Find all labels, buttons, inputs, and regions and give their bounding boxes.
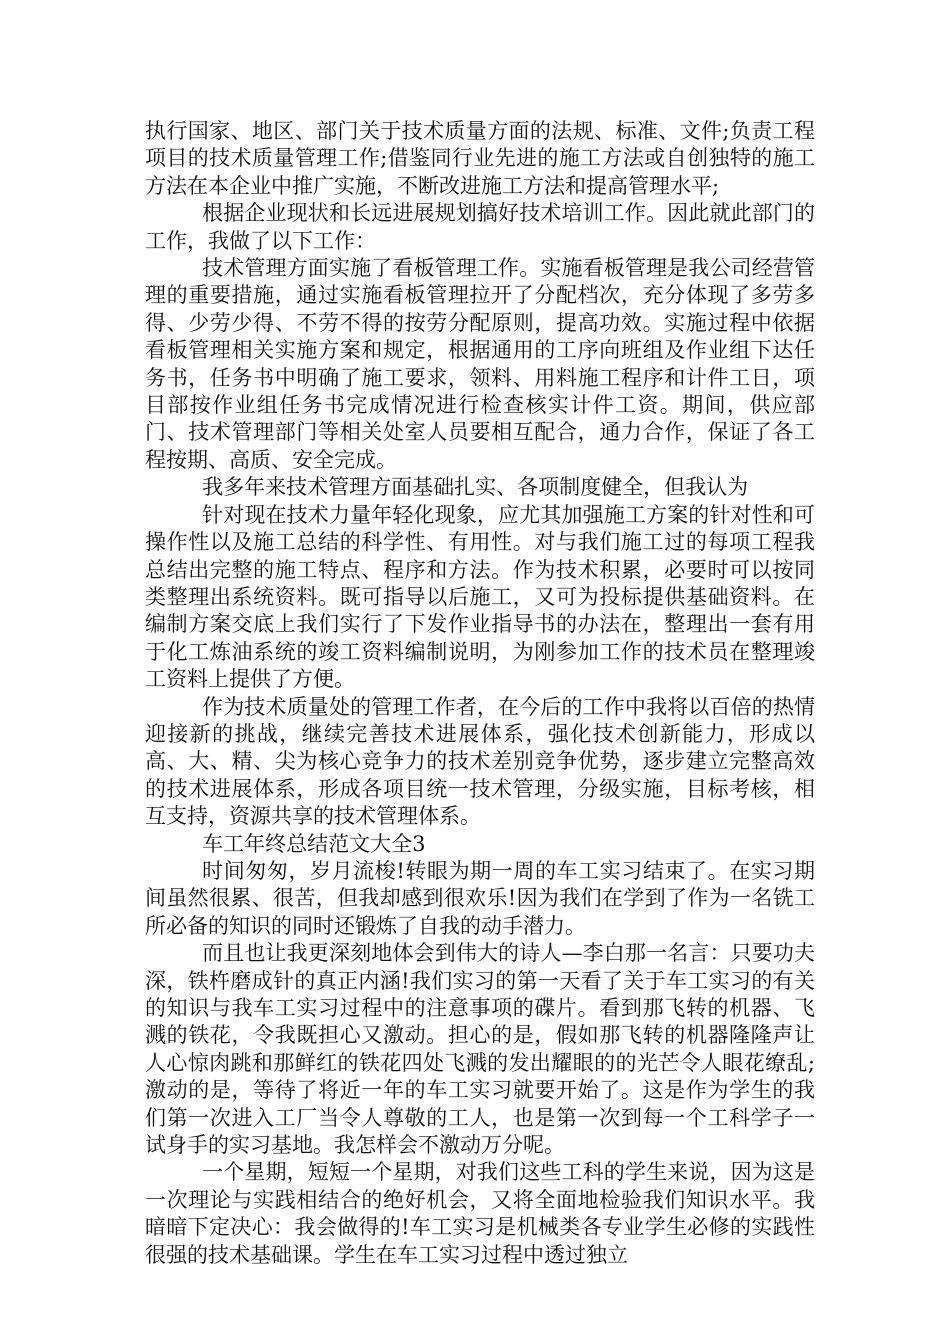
paragraph-responsibilities: 执行国家、地区、部门关于技术质量方面的法规、标准、文件;负责工程项目的技术质量管理工作;借鉴同行业先进的施工方法或自创独特的施工方法在本企业中推广实施，不断改进施工方法和提高管理水平; [145, 119, 815, 198]
paragraph-training: 根据企业现状和长远进展规划搞好技术培训工作。因此就此部门的工作，我做了以下工作： [145, 201, 815, 253]
paragraph-construction-plans: 针对现在技术力量年轻化现象，应尤其加强施工方案的针对性和可操作性以及施工总结的科学性、有用性。对与我们施工过的每项工程我总结出完整的施工特点、程序和方法。作为技术积累，必要时可以按同类整理出系统资料。既可指导以后施工，又可为投标提供基础资料。在编制方案交底上我们实行了下发作业指导书的办法在，整理出一套有用于化工炼油系统的竣工资料编制说明，为刚参加工作的技术员在整理竣工资料上提供了方便。 [145, 502, 815, 692]
paragraph-foundation: 我多年来技术管理方面基础扎实、各项制度健全，但我认为 [202, 475, 749, 500]
paragraph-internship-end: 时间匆匆，岁月流梭!转眼为期一周的车工实习结束了。在实习期间虽然很累、很苦，但我却感到很欢乐!因为我们在学到了作为一名铣工所必备的知识的同时还锻炼了自我的动手潜力。 [145, 858, 815, 938]
section-heading: 车工年终总结范文大全3 [202, 831, 426, 856]
document-body [145, 118, 815, 1269]
paragraph-li-bai-quote: 而且也让我更深刻地体会到伟大的诗人—李白那一名言：只要功夫深，铁杵磨成针的真正内涵!我们实习的第一天看了关于车工实习的有关的知识与我车工实习过程中的注意事项的碟片。看到那飞转的机器、飞溅的铁花，令我既担心又激动。担心的是，假如那飞转的机器隆隆声让人心惊肉跳和那鲜红的铁花四处飞溅的发出耀眼的的光芒令人眼花缭乱;激动的是，等待了将近一年的车工实习就要开始了。这是作为学生的我们第一次进入工厂当令人尊敬的工人，也是第一次到每一个工科学子一试身手的实习基地。我怎样会不激动万分呢。 [145, 941, 815, 1158]
paragraph-one-week: 一个星期，短短一个星期，对我们这些工科的学生来说，因为这是一次理论与实践相结合的绝好机会，又将全面地检验我们知识水平。我暗暗下定决心：我会做得的!车工实习是机械类各专业学生必修的实践性很强的技术基础课。学生在车工实习过程中透过独立 [145, 1160, 815, 1267]
paragraph-future-work: 作为技术质量处的管理工作者，在今后的工作中我将以百倍的热情迎接新的挑战，继续完善技术进展体系，强化技术创新能力，形成以高、大、精、尖为核心竞争力的技术差别竞争优势，逐步建立完整高效的技术进展体系，形成各项目统一技术管理，分级实施，目标考核，相互支持，资源共享的技术管理体系。 [145, 694, 815, 829]
paragraph-kanban: 技术管理方面实施了看板管理工作。实施看板管理是我公司经营管理的重要措施，通过实施看板管理拉开了分配档次，充分体现了多劳多得、少劳少得、不劳不得的按劳分配原则，提高功效。实施过程中依据看板管理相关实施方案和规定，根据通用的工序向班组及作业组下达任务书，任务书中明确了施工要求，领料、用料施工程序和计件工日，项目部按作业组任务书完成情况进行检查核实计件工资。期间，供应部门、技术管理部门等相关处室人员要相互配合，通力合作，保证了各工程按期、高质、安全完成。 [145, 256, 815, 472]
